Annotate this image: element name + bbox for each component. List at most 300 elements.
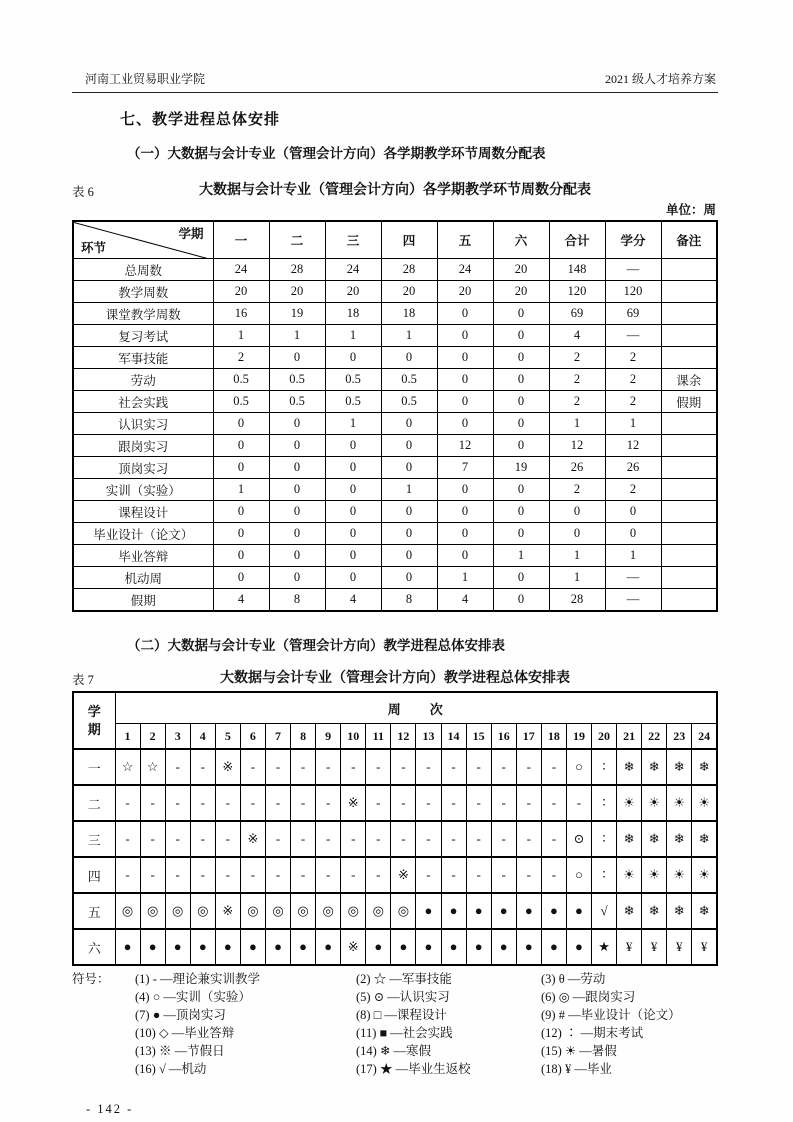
semester-row-label: 六 [73, 929, 115, 965]
week-number-header: 10 [341, 724, 366, 750]
table6-week-cell: 0.5 [213, 391, 269, 413]
semester-row-label: 三 [73, 821, 115, 857]
table6-column-header: 三 [325, 221, 381, 259]
schedule-symbol-cell: ◎ [291, 893, 316, 929]
schedule-symbol-cell: ❄ [692, 893, 717, 929]
table6-total-cell: 2 [549, 369, 605, 391]
schedule-symbol-cell: ◎ [240, 893, 265, 929]
schedule-symbol-cell: ● [541, 893, 566, 929]
table6-week-cell: 0 [493, 435, 549, 457]
schedule-symbol-cell: - [466, 749, 491, 785]
legend-item: (4) ○ —实训（实验） [135, 990, 251, 1004]
legend-item: (18) ¥ —毕业 [541, 1062, 612, 1076]
schedule-symbol-cell: - [541, 857, 566, 893]
schedule-symbol-cell: ● [165, 929, 190, 965]
table6-note-cell: 课余 [661, 369, 717, 391]
schedule-symbol-cell: - [316, 749, 341, 785]
table6-credits-cell: 1 [605, 545, 661, 567]
schedule-symbol-cell: ☆ [140, 749, 165, 785]
week-number-header: 9 [316, 724, 341, 750]
table6-week-cell: 0 [437, 391, 493, 413]
legend-item: (12) ∶ —期末考试 [541, 1026, 644, 1040]
table6-row-label: 跟岗实习 [73, 435, 213, 457]
table7-title: 大数据与会计专业（管理会计方向）教学进程总体安排表 [220, 671, 570, 686]
schedule-symbol-cell: - [541, 821, 566, 857]
schedule-symbol-cell: - [316, 785, 341, 821]
table6-week-cell: 0 [381, 567, 437, 589]
legend-item: (16) √ —机动 [135, 1062, 207, 1076]
schedule-symbol-cell: ● [240, 929, 265, 965]
schedule-symbol-cell: ☀ [617, 785, 642, 821]
schedule-symbol-cell: ❄ [642, 749, 667, 785]
schedule-symbol-cell: ❄ [667, 821, 692, 857]
table6-week-cell: 0 [493, 303, 549, 325]
schedule-symbol-cell: ☀ [617, 857, 642, 893]
schedule-symbol-cell: ∶ [591, 857, 616, 893]
table6-week-cell: 4 [437, 589, 493, 612]
table6-week-cell: 1 [437, 567, 493, 589]
week-number-header: 12 [391, 724, 416, 750]
semester-label: 学期 [87, 703, 101, 737]
schedule-symbol-cell: - [265, 785, 290, 821]
schedule-symbol-cell: ○ [566, 857, 591, 893]
table6-row [73, 523, 717, 545]
table6-week-cell: 0 [381, 347, 437, 369]
table6-week-cell: 0 [437, 413, 493, 435]
table6-row [73, 413, 717, 435]
legend-item: (6) ◎ —跟岗实习 [541, 990, 636, 1004]
semester-row-label: 五 [73, 893, 115, 929]
table6-column-header: 一 [213, 221, 269, 259]
table6-row-label: 劳动 [73, 369, 213, 391]
table6-week-cell: 16 [213, 303, 269, 325]
table6-total-cell: 2 [549, 347, 605, 369]
table6-week-cell: 1 [493, 545, 549, 567]
schedule-symbol-cell: - [291, 785, 316, 821]
schedule-symbol-cell: - [341, 821, 366, 857]
schedule-symbol-cell: ☆ [115, 749, 140, 785]
schedule-symbol-cell: ∶ [591, 749, 616, 785]
table6-row [73, 457, 717, 479]
legend-item: (3) θ —劳动 [541, 972, 606, 986]
schedule-symbol-cell: ※ [391, 857, 416, 893]
schedule-symbol-cell: ● [265, 929, 290, 965]
legend-line [72, 973, 718, 986]
table6-note-cell [661, 435, 717, 457]
schedule-symbol-cell: - [190, 785, 215, 821]
table6-week-cell: 8 [381, 589, 437, 612]
running-header [72, 0, 718, 93]
table6-week-cell: 28 [381, 259, 437, 281]
table7-semester-row [73, 857, 717, 893]
table6-week-cell: 0 [269, 457, 325, 479]
table6-total-cell: 1 [549, 413, 605, 435]
schedule-symbol-cell: - [516, 857, 541, 893]
schedule-symbol-cell: ※ [341, 929, 366, 965]
table6-week-cell: 0 [213, 523, 269, 545]
schedule-symbol-cell: ¥ [642, 929, 667, 965]
table6-week-cell: 0 [325, 545, 381, 567]
schedule-symbol-cell: ☀ [667, 785, 692, 821]
table6-week-cell: 0 [269, 523, 325, 545]
schedule-symbol-cell: - [491, 821, 516, 857]
week-number-header: 11 [366, 724, 391, 750]
table6-week-cell: 0 [437, 325, 493, 347]
schedule-symbol-cell: - [466, 785, 491, 821]
table6-header-row [73, 221, 717, 259]
table6-row-label: 课堂教学周数 [73, 303, 213, 325]
schedule-symbol-cell: ☀ [692, 785, 717, 821]
schedule-symbol-cell: ◎ [341, 893, 366, 929]
week-number-header: 3 [165, 724, 190, 750]
schedule-symbol-cell: - [140, 821, 165, 857]
table6-week-cell: 0 [493, 391, 549, 413]
table6-week-cell: 0 [437, 501, 493, 523]
table6-week-cell: 4 [325, 589, 381, 612]
week-number-header: 14 [441, 724, 466, 750]
schedule-symbol-cell: ¥ [667, 929, 692, 965]
table6-credits-cell: 0 [605, 523, 661, 545]
week-number-header: 20 [591, 724, 616, 750]
table6-week-cell: 0 [493, 501, 549, 523]
legend-item: (2) ☆ —军事技能 [356, 972, 452, 986]
schedule-symbol-cell: - [215, 785, 240, 821]
schedule-symbol-cell: - [366, 821, 391, 857]
schedule-symbol-cell: - [215, 857, 240, 893]
schedule-symbol-cell: - [190, 821, 215, 857]
schedule-symbol-cell: - [566, 785, 591, 821]
schedule-symbol-cell: - [115, 821, 140, 857]
table6-row-label: 教学周数 [73, 281, 213, 303]
table6-week-cell: 18 [325, 303, 381, 325]
schedule-symbol-cell: √ [591, 893, 616, 929]
table6-row [73, 369, 717, 391]
schedule-symbol-cell: ● [316, 929, 341, 965]
schedule-symbol-cell: - [341, 749, 366, 785]
table6-row [73, 501, 717, 523]
table6-column-header: 二 [269, 221, 325, 259]
schedule-symbol-cell: ◎ [115, 893, 140, 929]
corner-semester-label: 学期 [178, 227, 204, 241]
table6-credits-cell: 2 [605, 391, 661, 413]
table6-week-cell: 0 [269, 479, 325, 501]
table6-row-label: 社会实践 [73, 391, 213, 413]
schedule-symbol-cell: - [265, 749, 290, 785]
table6-row-label: 课程设计 [73, 501, 213, 523]
table6-week-cell: 0 [213, 413, 269, 435]
schedule-symbol-cell: - [391, 785, 416, 821]
table6-week-cell: 1 [381, 325, 437, 347]
table6-note-cell [661, 479, 717, 501]
table6-week-cell: 0 [325, 523, 381, 545]
table6-note-cell [661, 501, 717, 523]
schedule-symbol-cell: - [240, 785, 265, 821]
table6-credits-cell: 2 [605, 347, 661, 369]
legend-item: (15) ☀ —暑假 [541, 1044, 617, 1058]
table6-week-cell: 0 [269, 567, 325, 589]
week-number-header: 22 [642, 724, 667, 750]
table6-note-cell: 假期 [661, 391, 717, 413]
table7-corner-cell [73, 692, 115, 749]
week-number-header: 8 [291, 724, 316, 750]
table6-credits-cell: 69 [605, 303, 661, 325]
table6-column-header: 四 [381, 221, 437, 259]
legend-item: (5) ⊙ —认识实习 [356, 990, 450, 1004]
table6-week-cell: 20 [381, 281, 437, 303]
table6-row [73, 567, 717, 589]
schedule-symbol-cell: - [441, 857, 466, 893]
table6-week-cell: 0 [493, 523, 549, 545]
table6-note-cell [661, 545, 717, 567]
schedule-symbol-cell: ● [491, 929, 516, 965]
schedule-symbol-cell: ● [190, 929, 215, 965]
table6-week-cell: 7 [437, 457, 493, 479]
table6-credits-cell: 0 [605, 501, 661, 523]
schedule-symbol-cell: ● [466, 929, 491, 965]
table6-week-cell: 0 [213, 567, 269, 589]
legend-prefix [72, 1027, 135, 1040]
table6-week-cell: 0 [213, 457, 269, 479]
schedule-symbol-cell: ● [541, 929, 566, 965]
table6-total-cell: 28 [549, 589, 605, 612]
schedule-symbol-cell: ● [516, 929, 541, 965]
table6-total-cell: 0 [549, 501, 605, 523]
legend-item: (10) ◇ —毕业答辩 [135, 1026, 235, 1040]
table6-week-cell: 0.5 [325, 369, 381, 391]
legend-prefix [72, 1009, 135, 1022]
schedule-symbol-cell: - [491, 785, 516, 821]
schedule-symbol-cell: ◎ [316, 893, 341, 929]
schedule-symbol-cell: ¥ [692, 929, 717, 965]
legend-prefix [72, 1045, 135, 1058]
table6-week-cell: 8 [269, 589, 325, 612]
schedule-symbol-cell: ❄ [642, 821, 667, 857]
table6-week-cell: 0 [325, 435, 381, 457]
table6-note-cell [661, 281, 717, 303]
table6-unit: 单位：周 [665, 203, 716, 217]
table6-row [73, 391, 717, 413]
subsection-2-title: （二）大数据与会计专业（管理会计方向）教学进程总体安排表 [127, 638, 505, 653]
table6-week-cell: 1 [325, 325, 381, 347]
legend-item: (11) ■ —社会实践 [356, 1026, 453, 1040]
page-content [72, 0, 718, 1117]
week-number-header: 23 [667, 724, 692, 750]
table7-header-row-1 [73, 692, 717, 724]
table6-row [73, 347, 717, 369]
week-number-header: 17 [516, 724, 541, 750]
table6-column-header: 备注 [661, 221, 717, 259]
table6-total-cell: 148 [549, 259, 605, 281]
schedule-symbol-cell: - [190, 749, 215, 785]
schedule-symbol-cell: ● [516, 893, 541, 929]
table6-row [73, 589, 717, 612]
schedule-symbol-cell: ¥ [617, 929, 642, 965]
schedule-symbol-cell: ● [566, 893, 591, 929]
corner-item-label: 环节 [81, 241, 107, 255]
legend-item: (9) # —毕业设计（论文） [541, 1008, 681, 1022]
schedule-symbol-cell: ❄ [692, 749, 717, 785]
table6-note-cell [661, 413, 717, 435]
schedule-symbol-cell: ● [140, 929, 165, 965]
table6-week-cell: 0 [437, 347, 493, 369]
table6-credits-cell: 120 [605, 281, 661, 303]
table6 [72, 220, 718, 612]
table6-credits-cell: 2 [605, 479, 661, 501]
table6-week-cell: 0 [325, 501, 381, 523]
table7-semester-row [73, 749, 717, 785]
schedule-symbol-cell: ❄ [667, 893, 692, 929]
week-number-header: 18 [541, 724, 566, 750]
table6-week-cell: 0 [325, 347, 381, 369]
schedule-symbol-cell: ● [416, 893, 441, 929]
table6-credits-cell: — [605, 567, 661, 589]
schedule-symbol-cell: - [516, 785, 541, 821]
schedule-symbol-cell: ○ [566, 749, 591, 785]
schedule-symbol-cell: ◎ [165, 893, 190, 929]
table6-week-cell: 19 [493, 457, 549, 479]
table6-week-cell: 20 [269, 281, 325, 303]
schedule-symbol-cell: - [190, 857, 215, 893]
table6-row [73, 303, 717, 325]
schedule-symbol-cell: ※ [215, 893, 240, 929]
table7-caption [72, 667, 718, 687]
schedule-symbol-cell: - [165, 749, 190, 785]
table6-row-label: 毕业答辩 [73, 545, 213, 567]
schedule-symbol-cell: - [366, 857, 391, 893]
page-number: - 142 - [86, 1101, 134, 1116]
table6-note-cell [661, 259, 717, 281]
table7-week-number-row [73, 724, 717, 750]
table6-total-cell: 1 [549, 545, 605, 567]
schedule-symbol-cell: - [441, 749, 466, 785]
schedule-symbol-cell: - [466, 857, 491, 893]
legend-line [72, 991, 718, 1004]
schedule-symbol-cell: ∶ [591, 821, 616, 857]
legend-item: (13) ※ —节假日 [135, 1044, 225, 1058]
table6-week-cell: 0.5 [325, 391, 381, 413]
table6-week-cell: 20 [437, 281, 493, 303]
week-number-header: 13 [416, 724, 441, 750]
schedule-symbol-cell: - [291, 857, 316, 893]
schedule-symbol-cell: ❄ [692, 821, 717, 857]
week-number-header: 24 [692, 724, 717, 750]
table7-semester-row [73, 821, 717, 857]
table6-note-cell [661, 303, 717, 325]
subsection-1-title: （一）大数据与会计专业（管理会计方向）各学期教学环节周数分配表 [127, 146, 546, 161]
schedule-symbol-cell: - [291, 821, 316, 857]
table6-week-cell: 0 [269, 435, 325, 457]
semester-row-label: 二 [73, 785, 115, 821]
table6-credits-cell: 12 [605, 435, 661, 457]
schedule-symbol-cell: - [541, 785, 566, 821]
schedule-symbol-cell: - [366, 785, 391, 821]
table7-number: 表 7 [72, 673, 94, 687]
table6-week-cell: 12 [437, 435, 493, 457]
table6-week-cell: 0 [493, 347, 549, 369]
schedule-symbol-cell: ● [491, 893, 516, 929]
legend-item: (17) ★ —毕业生返校 [356, 1062, 471, 1076]
week-header: 周 次 [115, 692, 717, 724]
table6-total-cell: 1 [549, 567, 605, 589]
schedule-symbol-cell: - [265, 821, 290, 857]
week-number-header: 6 [240, 724, 265, 750]
table6-column-header: 学分 [605, 221, 661, 259]
table6-total-cell: 69 [549, 303, 605, 325]
schedule-symbol-cell: - [441, 785, 466, 821]
table6-row [73, 479, 717, 501]
schedule-symbol-cell: - [165, 785, 190, 821]
table6-row-label: 复习考试 [73, 325, 213, 347]
table6-week-cell: 4 [213, 589, 269, 612]
week-number-header: 2 [140, 724, 165, 750]
schedule-symbol-cell: ◎ [391, 893, 416, 929]
table6-week-cell: 0 [381, 457, 437, 479]
table6-note-cell [661, 347, 717, 369]
schedule-symbol-cell: - [165, 821, 190, 857]
schedule-symbol-cell: ☀ [642, 785, 667, 821]
table6-week-cell: 0 [213, 435, 269, 457]
schedule-symbol-cell: - [140, 857, 165, 893]
table6-week-cell: 2 [213, 347, 269, 369]
table6-week-cell: 0 [437, 479, 493, 501]
schedule-symbol-cell: - [240, 857, 265, 893]
legend-line [72, 1009, 718, 1022]
table6-week-cell: 0 [381, 523, 437, 545]
schedule-symbol-cell: - [265, 857, 290, 893]
table6-week-cell: 24 [213, 259, 269, 281]
plan-name: 2021 级人才培养方案 [604, 72, 716, 86]
table6-note-cell [661, 457, 717, 479]
table6-row-label: 实训（实验） [73, 479, 213, 501]
schedule-symbol-cell: - [416, 749, 441, 785]
table6-week-cell: 20 [213, 281, 269, 303]
table6-week-cell: 0 [493, 479, 549, 501]
table6-column-header: 合计 [549, 221, 605, 259]
table6-credits-cell: — [605, 259, 661, 281]
school-name: 河南工业贸易职业学院 [85, 72, 206, 86]
table6-week-cell: 20 [325, 281, 381, 303]
table6-row-label: 毕业设计（论文） [73, 523, 213, 545]
table6-week-cell: 0 [269, 347, 325, 369]
table6-week-cell: 28 [269, 259, 325, 281]
legend-line [72, 1045, 718, 1058]
table6-total-cell: 4 [549, 325, 605, 347]
legend-item: (8) □ —课程设计 [356, 1008, 447, 1022]
section-title: 七、教学进程总体安排 [120, 112, 281, 128]
table6-row-label: 认识实习 [73, 413, 213, 435]
table6-week-cell: 24 [325, 259, 381, 281]
table6-week-cell: 0 [437, 303, 493, 325]
schedule-symbol-cell: - [491, 857, 516, 893]
schedule-symbol-cell: ※ [215, 749, 240, 785]
legend-item: (1) - —理论兼实训教学 [135, 972, 260, 986]
table7 [72, 691, 718, 966]
table6-week-cell: 0 [493, 369, 549, 391]
legend-prefix [72, 991, 135, 1004]
table6-note-cell [661, 567, 717, 589]
schedule-symbol-cell: ∶ [591, 785, 616, 821]
table6-row [73, 435, 717, 457]
schedule-symbol-cell: - [316, 821, 341, 857]
table6-week-cell: 0 [325, 479, 381, 501]
week-number-header: 7 [265, 724, 290, 750]
schedule-symbol-cell: - [165, 857, 190, 893]
schedule-symbol-cell: - [466, 821, 491, 857]
table6-week-cell: 0.5 [381, 391, 437, 413]
table6-week-cell: 18 [381, 303, 437, 325]
table6-week-cell: 0 [437, 545, 493, 567]
table6-week-cell: 24 [437, 259, 493, 281]
